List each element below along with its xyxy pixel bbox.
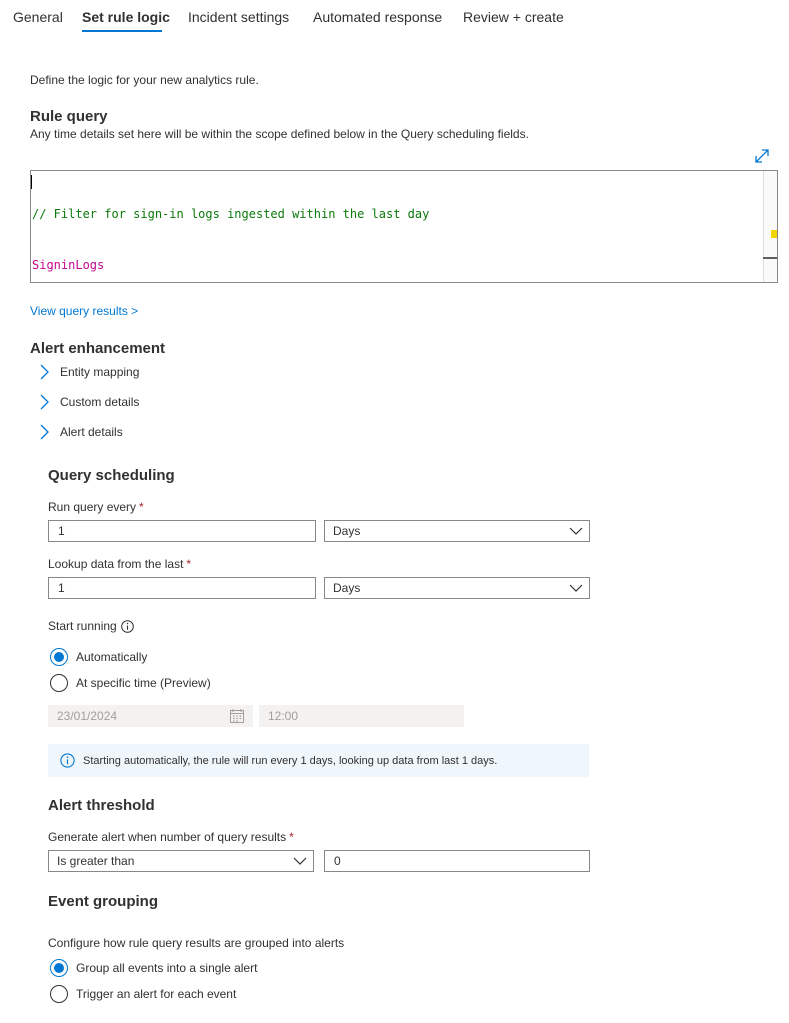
info-icon [60,753,75,768]
chevron-down-icon [569,524,583,538]
threshold-value-input[interactable]: 0 [324,850,590,872]
query-scheduling-heading: Query scheduling [48,467,175,484]
rule-query-heading: Rule query [30,108,108,125]
radio-alert-each-event[interactable] [50,984,236,1004]
schedule-info-bar [48,744,589,777]
expander-label: Alert details [60,425,123,439]
dropdown-value: Days [333,581,361,595]
scrollbar-highlight-marker [771,230,777,238]
start-time-input: 12:00 [259,705,464,727]
required-marker: * [186,557,192,571]
threshold-operator-dropdown[interactable] [48,850,314,872]
expander-label: Custom details [60,395,140,409]
tab-automated-response[interactable]: Automated response [313,9,443,25]
custom-details-expander[interactable] [38,392,139,412]
label-text: Generate alert when number of query results [48,830,287,844]
expand-editor-icon[interactable] [752,146,772,166]
radio-button-selected[interactable] [50,648,68,666]
chevron-right-icon [38,364,50,380]
alert-details-expander[interactable] [38,422,123,442]
event-grouping-description: Configure how rule query results are grouped into alerts [48,936,345,950]
required-marker: * [289,830,294,844]
code-comment: // Filter for sign-in logs ingested within the last day [32,207,430,222]
run-query-every-input[interactable]: 1 [48,520,316,542]
start-date-input: 23/01/2024 [48,705,253,727]
entity-mapping-expander[interactable] [38,362,139,382]
required-marker: * [139,500,144,514]
text-cursor [31,175,32,189]
view-query-results-link[interactable]: View query results > [30,304,139,318]
radio-group-all-events[interactable] [50,958,257,978]
page-intro: Define the logic for your new analytics rule. [30,73,259,87]
radio-label: Group all events into a single alert [76,961,258,975]
radio-button[interactable] [50,985,68,1003]
active-tab-indicator [82,30,162,32]
radio-button[interactable] [50,674,68,692]
label-text: Lookup data from the last [48,557,184,571]
radio-automatically[interactable] [50,647,147,667]
code-table-name: SigninLogs [32,257,105,272]
code-line [31,257,763,274]
alert-threshold-heading: Alert threshold [48,797,155,814]
lookup-data-input[interactable]: 1 [48,577,316,599]
info-icon[interactable] [121,620,134,633]
chevron-down-icon [569,581,583,595]
lookup-data-label [48,557,191,571]
chevron-right-icon [38,424,50,440]
alert-enhancement-heading: Alert enhancement [30,340,166,357]
dropdown-value: Is greater than [57,854,135,868]
expander-label: Entity mapping [60,365,140,379]
chevron-down-icon [293,854,307,868]
event-grouping-heading: Event grouping [48,893,158,910]
code-line [31,206,763,223]
rule-query-description: Any time details set here will be within the scope defined below in the Query scheduling fields. [30,127,529,141]
dropdown-value: Days [333,524,361,538]
run-query-every-unit-dropdown[interactable] [324,520,590,542]
tab-review-create[interactable]: Review + create [463,9,564,25]
scrollbar-position-marker [763,257,777,259]
label-text: Start running [48,619,117,633]
run-query-every-label [48,500,144,514]
alert-threshold-label [48,830,294,844]
tab-incident-settings[interactable]: Incident settings [188,9,290,25]
calendar-icon [229,708,245,724]
tab-general[interactable]: General [13,9,63,25]
info-bar-text: Starting automatically, the rule will run every 1 days, looking up data from last 1 days. [83,754,498,767]
lookup-data-unit-dropdown[interactable] [324,577,590,599]
radio-specific-time[interactable] [50,673,211,693]
editor-scrollbar[interactable] [763,171,777,282]
radio-label: Trigger an alert for each event [76,987,237,1001]
label-text: Run query every [48,500,137,514]
radio-label: At specific time (Preview) [76,676,211,690]
start-running-label [48,619,134,633]
wizard-tabs [0,0,789,36]
radio-button-selected[interactable] [50,959,68,977]
tab-set-rule-logic[interactable]: Set rule logic [82,9,170,25]
radio-label: Automatically [76,650,148,664]
query-editor[interactable] [30,170,778,283]
chevron-right-icon [38,394,50,410]
